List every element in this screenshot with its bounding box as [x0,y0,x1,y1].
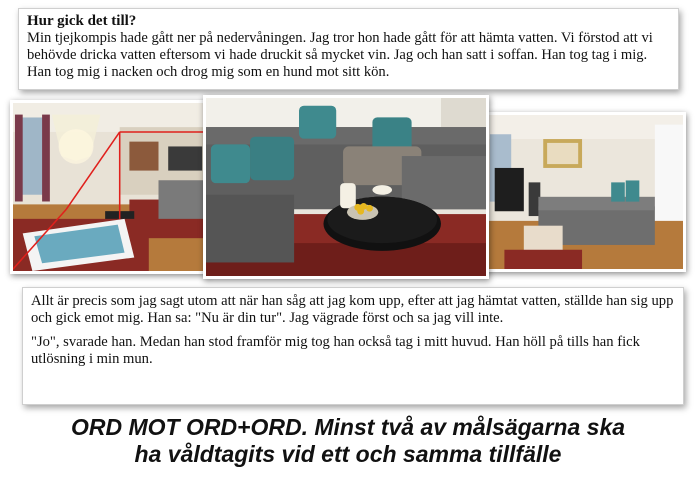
caption-line-2: ha våldtagits vid ett och samma tillfälle [134,441,562,467]
quote-bottom-paragraph-1: Allt är precis som jag sagt utom att när han såg att jag kom upp, efter att jag hämtat vatten, ställde han sig upp och gick emot mig. Han sa: "Nu är din tur". Jag vägrade först och sa jag vill inte. [31,293,674,326]
quote-bottom-paragraph-2: "Jo", svarade han. Medan han stod framför mig tog han också tag i mitt huvud. Han höll på tills han fick utlösning i min mun. [31,334,640,367]
photo-living-room-tv [482,112,686,272]
photo-living-room-chandelier [10,100,210,274]
grey-sofa-illustration [206,98,486,276]
caption-rest-line-1: Minst två av målsägarna ska [307,414,626,440]
quote-top-box [18,8,679,90]
image-caption [0,414,696,468]
living-room-tv-illustration [485,115,683,269]
quote-bottom-box [22,287,684,405]
caption-line-1 [0,414,696,441]
quote-top-body: Min tjejkompis hade gått ner på nedervåningen. Jag tror hon hade gått för att hämta vatten. Vi förstod att vi behövde dricka vatten eftersom vi hade druckit så mycket vin. Jag och han satt i soffan. Han tog tag i mig. Han tog mig i nacken och drog mig som en hund mot sitt kön. [27,30,653,80]
caption-bold-lead: ORD MOT ORD+ORD. [70,414,308,440]
quote-heading: Hur gick det till? [27,13,137,29]
living-room-chandelier-illustration [13,103,207,271]
photo-grey-sofa [203,95,489,279]
